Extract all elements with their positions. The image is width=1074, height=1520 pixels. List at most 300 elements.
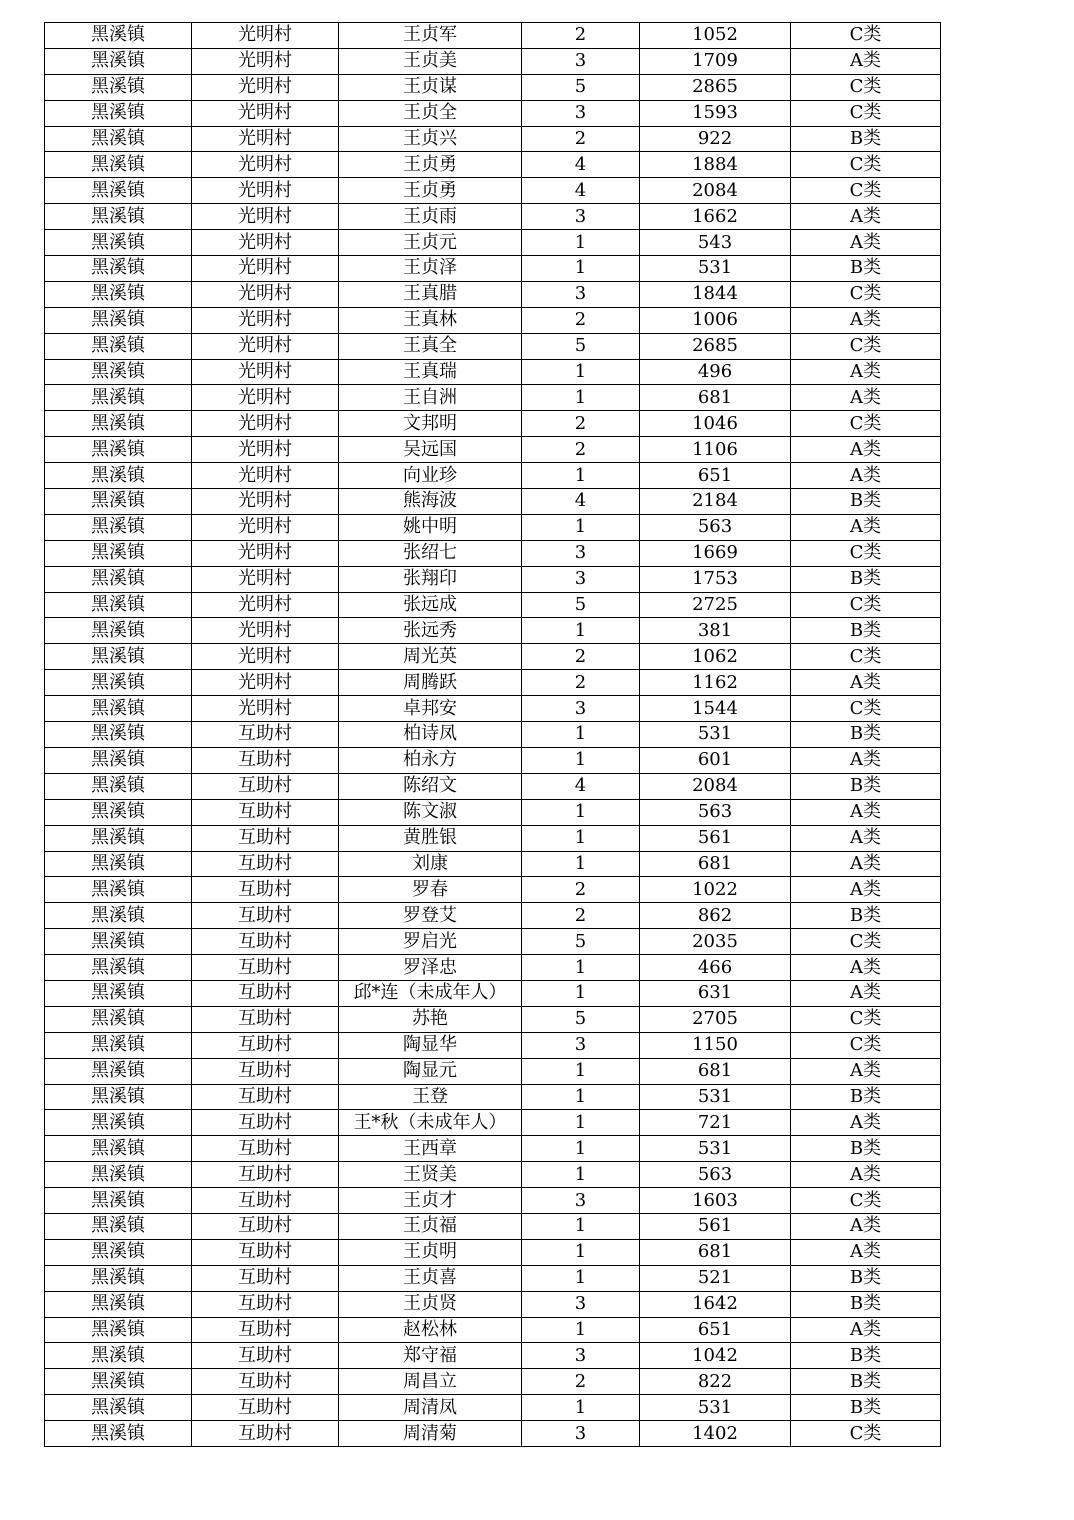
category-cell: C类 xyxy=(791,23,941,49)
household-size-cell: 2 xyxy=(522,903,640,929)
amount-cell: 563 xyxy=(640,799,791,825)
table-row xyxy=(45,307,941,333)
table-row xyxy=(45,799,941,825)
household-size-cell: 4 xyxy=(522,152,640,178)
table-row xyxy=(45,1369,941,1395)
amount-cell: 1150 xyxy=(640,1032,791,1058)
town-cell: 黑溪镇 xyxy=(45,980,192,1006)
town-cell: 黑溪镇 xyxy=(45,1291,192,1317)
category-cell: A类 xyxy=(791,1162,941,1188)
name-cell: 王登 xyxy=(339,1084,522,1110)
town-cell: 黑溪镇 xyxy=(45,825,192,851)
village-cell: 互助村 xyxy=(192,1084,339,1110)
town-cell: 黑溪镇 xyxy=(45,489,192,515)
village-cell: 光明村 xyxy=(192,256,339,282)
household-size-cell: 1 xyxy=(522,722,640,748)
table-row xyxy=(45,929,941,955)
village-cell: 互助村 xyxy=(192,1395,339,1421)
household-size-cell: 1 xyxy=(522,851,640,877)
household-size-cell: 2 xyxy=(522,126,640,152)
category-cell: A类 xyxy=(791,877,941,903)
household-size-cell: 1 xyxy=(522,618,640,644)
village-cell: 互助村 xyxy=(192,722,339,748)
town-cell: 黑溪镇 xyxy=(45,1032,192,1058)
table-row xyxy=(45,1162,941,1188)
village-cell: 光明村 xyxy=(192,592,339,618)
name-cell: 罗启光 xyxy=(339,929,522,955)
village-cell: 互助村 xyxy=(192,851,339,877)
village-cell: 互助村 xyxy=(192,1317,339,1343)
town-cell: 黑溪镇 xyxy=(45,1369,192,1395)
category-cell: A类 xyxy=(791,48,941,74)
name-cell: 王贞勇 xyxy=(339,178,522,204)
name-cell: 王贞兴 xyxy=(339,126,522,152)
amount-cell: 1052 xyxy=(640,23,791,49)
village-cell: 互助村 xyxy=(192,1058,339,1084)
household-size-cell: 3 xyxy=(522,1032,640,1058)
village-cell: 互助村 xyxy=(192,1369,339,1395)
name-cell: 王西章 xyxy=(339,1136,522,1162)
table-row xyxy=(45,411,941,437)
amount-cell: 1669 xyxy=(640,540,791,566)
table-row xyxy=(45,1084,941,1110)
household-size-cell: 3 xyxy=(522,1188,640,1214)
village-cell: 光明村 xyxy=(192,359,339,385)
town-cell: 黑溪镇 xyxy=(45,592,192,618)
table-row xyxy=(45,1213,941,1239)
amount-cell: 1042 xyxy=(640,1343,791,1369)
town-cell: 黑溪镇 xyxy=(45,1058,192,1084)
name-cell: 罗登艾 xyxy=(339,903,522,929)
town-cell: 黑溪镇 xyxy=(45,696,192,722)
village-cell: 互助村 xyxy=(192,1188,339,1214)
table-row xyxy=(45,333,941,359)
amount-cell: 681 xyxy=(640,851,791,877)
amount-cell: 862 xyxy=(640,903,791,929)
name-cell: 王贞福 xyxy=(339,1213,522,1239)
category-cell: C类 xyxy=(791,411,941,437)
category-cell: B类 xyxy=(791,256,941,282)
household-size-cell: 1 xyxy=(522,359,640,385)
household-size-cell: 2 xyxy=(522,670,640,696)
amount-cell: 1106 xyxy=(640,437,791,463)
category-cell: B类 xyxy=(791,1265,941,1291)
category-cell: C类 xyxy=(791,333,941,359)
name-cell: 文邦明 xyxy=(339,411,522,437)
table-row xyxy=(45,230,941,256)
amount-cell: 561 xyxy=(640,1213,791,1239)
village-cell: 光明村 xyxy=(192,204,339,230)
town-cell: 黑溪镇 xyxy=(45,566,192,592)
town-cell: 黑溪镇 xyxy=(45,670,192,696)
category-cell: A类 xyxy=(791,851,941,877)
name-cell: 王贞雨 xyxy=(339,204,522,230)
amount-cell: 531 xyxy=(640,1395,791,1421)
village-cell: 光明村 xyxy=(192,411,339,437)
table-row xyxy=(45,851,941,877)
town-cell: 黑溪镇 xyxy=(45,877,192,903)
category-cell: C类 xyxy=(791,696,941,722)
amount-cell: 563 xyxy=(640,514,791,540)
amount-cell: 563 xyxy=(640,1162,791,1188)
town-cell: 黑溪镇 xyxy=(45,1110,192,1136)
household-size-cell: 2 xyxy=(522,411,640,437)
name-cell: 王真林 xyxy=(339,307,522,333)
table-row xyxy=(45,644,941,670)
table-row xyxy=(45,980,941,1006)
name-cell: 张远成 xyxy=(339,592,522,618)
category-cell: B类 xyxy=(791,1343,941,1369)
category-cell: A类 xyxy=(791,1317,941,1343)
amount-cell: 2035 xyxy=(640,929,791,955)
amount-cell: 531 xyxy=(640,722,791,748)
category-cell: A类 xyxy=(791,359,941,385)
household-size-cell: 5 xyxy=(522,1006,640,1032)
table-row xyxy=(45,178,941,204)
household-size-cell: 1 xyxy=(522,256,640,282)
name-cell: 王*秋（未成年人） xyxy=(339,1110,522,1136)
town-cell: 黑溪镇 xyxy=(45,1265,192,1291)
table-row xyxy=(45,256,941,282)
category-cell: B类 xyxy=(791,618,941,644)
village-cell: 互助村 xyxy=(192,1213,339,1239)
town-cell: 黑溪镇 xyxy=(45,411,192,437)
table-row xyxy=(45,696,941,722)
town-cell: 黑溪镇 xyxy=(45,929,192,955)
household-size-cell: 3 xyxy=(522,1421,640,1447)
amount-cell: 822 xyxy=(640,1369,791,1395)
village-cell: 光明村 xyxy=(192,514,339,540)
category-cell: B类 xyxy=(791,773,941,799)
town-cell: 黑溪镇 xyxy=(45,1084,192,1110)
amount-cell: 1022 xyxy=(640,877,791,903)
category-cell: C类 xyxy=(791,592,941,618)
amount-cell: 543 xyxy=(640,230,791,256)
town-cell: 黑溪镇 xyxy=(45,152,192,178)
name-cell: 罗泽忠 xyxy=(339,955,522,981)
amount-cell: 651 xyxy=(640,1317,791,1343)
name-cell: 王贞全 xyxy=(339,100,522,126)
town-cell: 黑溪镇 xyxy=(45,722,192,748)
town-cell: 黑溪镇 xyxy=(45,463,192,489)
table-row xyxy=(45,1110,941,1136)
amount-cell: 1662 xyxy=(640,204,791,230)
village-cell: 互助村 xyxy=(192,903,339,929)
household-size-cell: 4 xyxy=(522,178,640,204)
table-row xyxy=(45,618,941,644)
table-row xyxy=(45,1421,941,1447)
amount-cell: 1593 xyxy=(640,100,791,126)
category-cell: B类 xyxy=(791,1136,941,1162)
village-cell: 互助村 xyxy=(192,1421,339,1447)
category-cell: C类 xyxy=(791,152,941,178)
amount-cell: 466 xyxy=(640,955,791,981)
category-cell: C类 xyxy=(791,100,941,126)
name-cell: 周清菊 xyxy=(339,1421,522,1447)
amount-cell: 521 xyxy=(640,1265,791,1291)
amount-cell: 2084 xyxy=(640,773,791,799)
household-size-cell: 3 xyxy=(522,281,640,307)
amount-cell: 922 xyxy=(640,126,791,152)
household-size-cell: 1 xyxy=(522,514,640,540)
town-cell: 黑溪镇 xyxy=(45,955,192,981)
town-cell: 黑溪镇 xyxy=(45,903,192,929)
category-cell: B类 xyxy=(791,903,941,929)
name-cell: 罗春 xyxy=(339,877,522,903)
amount-cell: 2705 xyxy=(640,1006,791,1032)
table-row xyxy=(45,540,941,566)
name-cell: 吴远国 xyxy=(339,437,522,463)
table-row xyxy=(45,955,941,981)
table-row xyxy=(45,126,941,152)
category-cell: A类 xyxy=(791,1213,941,1239)
table-row xyxy=(45,1265,941,1291)
village-cell: 互助村 xyxy=(192,929,339,955)
village-cell: 互助村 xyxy=(192,1006,339,1032)
category-cell: A类 xyxy=(791,1239,941,1265)
category-cell: A类 xyxy=(791,1110,941,1136)
amount-cell: 561 xyxy=(640,825,791,851)
table-row xyxy=(45,1188,941,1214)
name-cell: 王真腊 xyxy=(339,281,522,307)
amount-cell: 531 xyxy=(640,256,791,282)
household-size-cell: 1 xyxy=(522,1058,640,1084)
village-cell: 互助村 xyxy=(192,1239,339,1265)
category-cell: B类 xyxy=(791,566,941,592)
name-cell: 王贞元 xyxy=(339,230,522,256)
household-size-cell: 3 xyxy=(522,100,640,126)
category-cell: C类 xyxy=(791,178,941,204)
village-cell: 互助村 xyxy=(192,1032,339,1058)
amount-cell: 2184 xyxy=(640,489,791,515)
category-cell: A类 xyxy=(791,230,941,256)
amount-cell: 681 xyxy=(640,385,791,411)
town-cell: 黑溪镇 xyxy=(45,514,192,540)
category-cell: A类 xyxy=(791,463,941,489)
table-row xyxy=(45,48,941,74)
household-size-cell: 3 xyxy=(522,204,640,230)
name-cell: 邱*连（未成年人） xyxy=(339,980,522,1006)
village-cell: 互助村 xyxy=(192,1291,339,1317)
household-size-cell: 2 xyxy=(522,1369,640,1395)
name-cell: 陶显华 xyxy=(339,1032,522,1058)
household-size-cell: 5 xyxy=(522,592,640,618)
village-cell: 互助村 xyxy=(192,955,339,981)
village-cell: 光明村 xyxy=(192,696,339,722)
data-table xyxy=(44,22,941,1447)
table-row xyxy=(45,1395,941,1421)
name-cell: 王贞喜 xyxy=(339,1265,522,1291)
name-cell: 赵松林 xyxy=(339,1317,522,1343)
table-row xyxy=(45,566,941,592)
village-cell: 光明村 xyxy=(192,281,339,307)
household-size-cell: 1 xyxy=(522,1265,640,1291)
household-size-cell: 3 xyxy=(522,566,640,592)
village-cell: 互助村 xyxy=(192,1162,339,1188)
category-cell: C类 xyxy=(791,74,941,100)
amount-cell: 1006 xyxy=(640,307,791,333)
name-cell: 陈绍文 xyxy=(339,773,522,799)
category-cell: A类 xyxy=(791,204,941,230)
village-cell: 光明村 xyxy=(192,618,339,644)
table-row xyxy=(45,1032,941,1058)
household-size-cell: 3 xyxy=(522,1343,640,1369)
table-row xyxy=(45,1058,941,1084)
name-cell: 王贞明 xyxy=(339,1239,522,1265)
village-cell: 光明村 xyxy=(192,437,339,463)
table-row xyxy=(45,1136,941,1162)
category-cell: C类 xyxy=(791,1006,941,1032)
category-cell: A类 xyxy=(791,955,941,981)
table-row xyxy=(45,1343,941,1369)
household-size-cell: 1 xyxy=(522,1136,640,1162)
amount-cell: 1162 xyxy=(640,670,791,696)
table-row xyxy=(45,903,941,929)
village-cell: 互助村 xyxy=(192,799,339,825)
amount-cell: 1844 xyxy=(640,281,791,307)
village-cell: 光明村 xyxy=(192,644,339,670)
name-cell: 陈文淑 xyxy=(339,799,522,825)
household-size-cell: 1 xyxy=(522,955,640,981)
table-row xyxy=(45,773,941,799)
table-row xyxy=(45,825,941,851)
table-row xyxy=(45,722,941,748)
village-cell: 互助村 xyxy=(192,825,339,851)
household-size-cell: 3 xyxy=(522,48,640,74)
amount-cell: 721 xyxy=(640,1110,791,1136)
household-size-cell: 1 xyxy=(522,825,640,851)
name-cell: 周昌立 xyxy=(339,1369,522,1395)
name-cell: 周光英 xyxy=(339,644,522,670)
spreadsheet xyxy=(44,22,941,1447)
household-size-cell: 2 xyxy=(522,877,640,903)
household-size-cell: 1 xyxy=(522,1395,640,1421)
town-cell: 黑溪镇 xyxy=(45,74,192,100)
table-row xyxy=(45,514,941,540)
town-cell: 黑溪镇 xyxy=(45,333,192,359)
village-cell: 互助村 xyxy=(192,980,339,1006)
amount-cell: 1062 xyxy=(640,644,791,670)
category-cell: C类 xyxy=(791,1188,941,1214)
village-cell: 光明村 xyxy=(192,463,339,489)
name-cell: 刘康 xyxy=(339,851,522,877)
town-cell: 黑溪镇 xyxy=(45,1343,192,1369)
household-size-cell: 2 xyxy=(522,437,640,463)
town-cell: 黑溪镇 xyxy=(45,799,192,825)
amount-cell: 1544 xyxy=(640,696,791,722)
village-cell: 光明村 xyxy=(192,230,339,256)
amount-cell: 2865 xyxy=(640,74,791,100)
amount-cell: 1642 xyxy=(640,1291,791,1317)
village-cell: 光明村 xyxy=(192,48,339,74)
name-cell: 柏永方 xyxy=(339,747,522,773)
town-cell: 黑溪镇 xyxy=(45,178,192,204)
town-cell: 黑溪镇 xyxy=(45,1006,192,1032)
category-cell: C类 xyxy=(791,929,941,955)
amount-cell: 1709 xyxy=(640,48,791,74)
category-cell: A类 xyxy=(791,437,941,463)
name-cell: 王贞泽 xyxy=(339,256,522,282)
town-cell: 黑溪镇 xyxy=(45,307,192,333)
table-row xyxy=(45,74,941,100)
household-size-cell: 1 xyxy=(522,1317,640,1343)
category-cell: B类 xyxy=(791,722,941,748)
category-cell: A类 xyxy=(791,825,941,851)
household-size-cell: 4 xyxy=(522,489,640,515)
town-cell: 黑溪镇 xyxy=(45,437,192,463)
household-size-cell: 2 xyxy=(522,23,640,49)
household-size-cell: 1 xyxy=(522,1110,640,1136)
town-cell: 黑溪镇 xyxy=(45,385,192,411)
household-size-cell: 1 xyxy=(522,1162,640,1188)
name-cell: 郑守福 xyxy=(339,1343,522,1369)
category-cell: C类 xyxy=(791,540,941,566)
amount-cell: 381 xyxy=(640,618,791,644)
table-row xyxy=(45,1317,941,1343)
town-cell: 黑溪镇 xyxy=(45,618,192,644)
household-size-cell: 1 xyxy=(522,1239,640,1265)
name-cell: 张绍七 xyxy=(339,540,522,566)
table-row xyxy=(45,1291,941,1317)
amount-cell: 681 xyxy=(640,1058,791,1084)
category-cell: B类 xyxy=(791,1291,941,1317)
table-row xyxy=(45,204,941,230)
category-cell: C类 xyxy=(791,1032,941,1058)
table-row xyxy=(45,359,941,385)
amount-cell: 651 xyxy=(640,463,791,489)
name-cell: 王贞谋 xyxy=(339,74,522,100)
town-cell: 黑溪镇 xyxy=(45,23,192,49)
household-size-cell: 3 xyxy=(522,1291,640,1317)
category-cell: A类 xyxy=(791,1058,941,1084)
town-cell: 黑溪镇 xyxy=(45,230,192,256)
table-body xyxy=(45,23,941,1447)
village-cell: 光明村 xyxy=(192,74,339,100)
table-row xyxy=(45,592,941,618)
village-cell: 光明村 xyxy=(192,23,339,49)
category-cell: A类 xyxy=(791,670,941,696)
village-cell: 光明村 xyxy=(192,566,339,592)
household-size-cell: 1 xyxy=(522,385,640,411)
name-cell: 王真瑞 xyxy=(339,359,522,385)
village-cell: 互助村 xyxy=(192,877,339,903)
town-cell: 黑溪镇 xyxy=(45,1239,192,1265)
amount-cell: 531 xyxy=(640,1136,791,1162)
village-cell: 互助村 xyxy=(192,1343,339,1369)
name-cell: 王贞美 xyxy=(339,48,522,74)
category-cell: A类 xyxy=(791,307,941,333)
village-cell: 光明村 xyxy=(192,152,339,178)
household-size-cell: 1 xyxy=(522,463,640,489)
amount-cell: 496 xyxy=(640,359,791,385)
table-row xyxy=(45,747,941,773)
village-cell: 光明村 xyxy=(192,540,339,566)
town-cell: 黑溪镇 xyxy=(45,1395,192,1421)
table-row xyxy=(45,281,941,307)
town-cell: 黑溪镇 xyxy=(45,204,192,230)
town-cell: 黑溪镇 xyxy=(45,1188,192,1214)
name-cell: 王贞才 xyxy=(339,1188,522,1214)
table-row xyxy=(45,385,941,411)
town-cell: 黑溪镇 xyxy=(45,1162,192,1188)
category-cell: B类 xyxy=(791,126,941,152)
name-cell: 熊海波 xyxy=(339,489,522,515)
amount-cell: 2725 xyxy=(640,592,791,618)
category-cell: C类 xyxy=(791,644,941,670)
amount-cell: 1603 xyxy=(640,1188,791,1214)
village-cell: 互助村 xyxy=(192,1136,339,1162)
name-cell: 向业珍 xyxy=(339,463,522,489)
